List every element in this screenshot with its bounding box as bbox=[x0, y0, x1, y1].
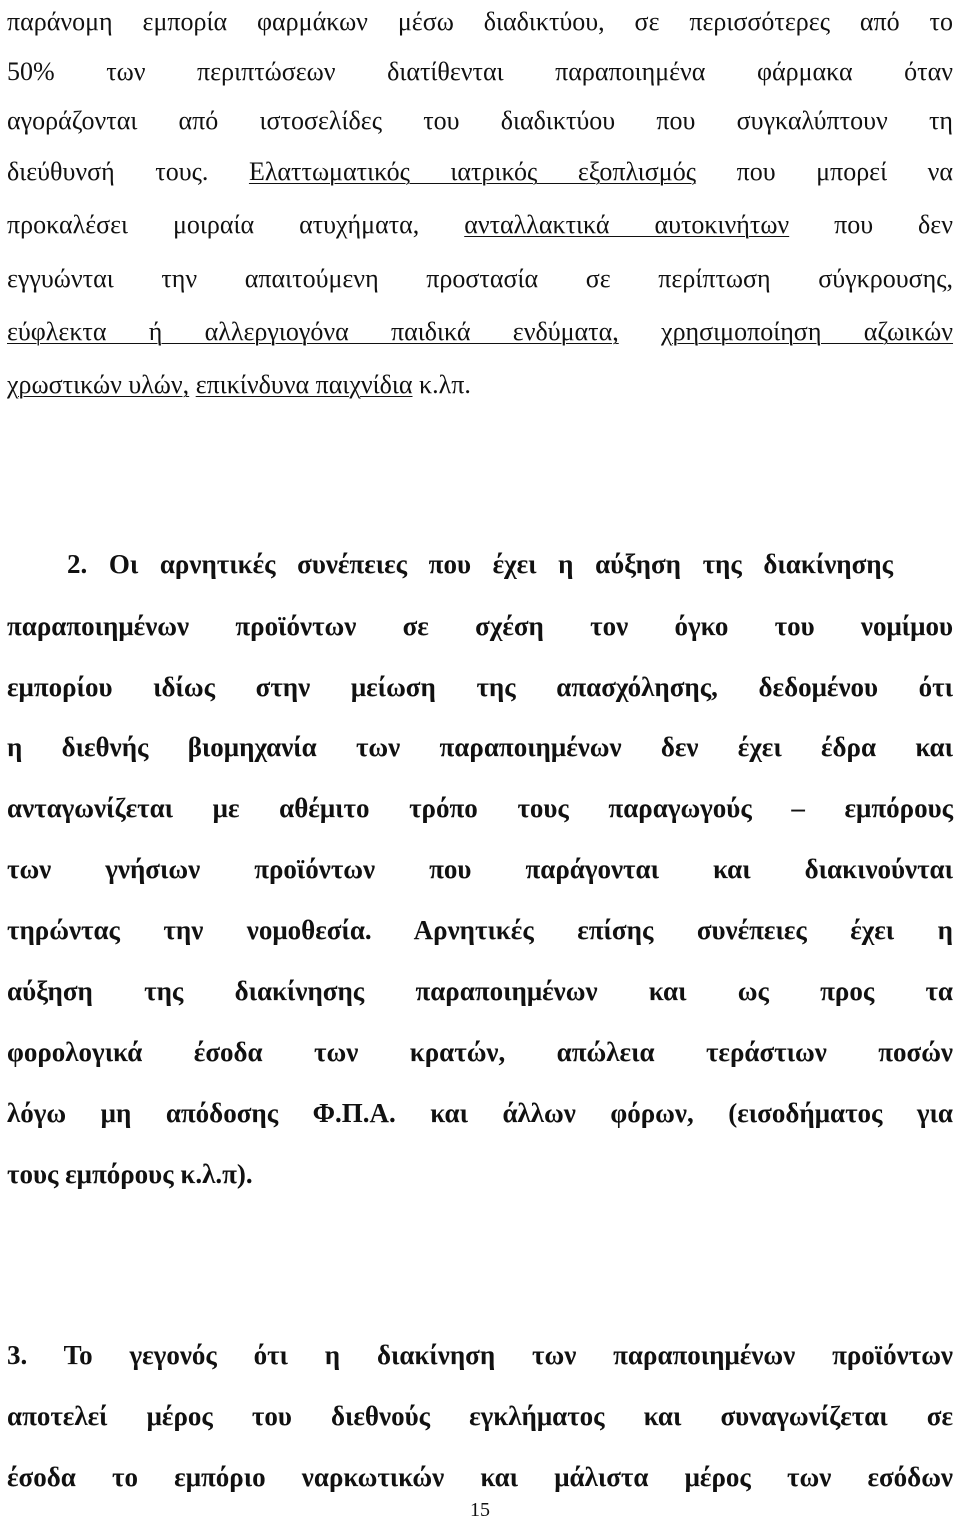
underlined-term-garments: εύφλεκτα ή αλλεργιογόνα παιδικά ενδύματα, bbox=[7, 317, 619, 346]
text-line: παραποιημένων προϊόντων σε σχέση τον όγκο του νομίμου bbox=[7, 611, 953, 641]
text-line: φορολογικά έσοδα των κρατών, απώλεια τεράστιων ποσών bbox=[7, 1037, 953, 1067]
text-span: διεύθυνσή τους. bbox=[7, 157, 209, 186]
numbered-item-2: 2. Οι αρνητικές συνέπειες που έχει η αύξηση της διακίνησης bbox=[67, 549, 893, 579]
text-line: λόγω μη απόδοσης Φ.Π.Α. και άλλων φόρων, (εισοδήματος για bbox=[7, 1098, 953, 1128]
underlined-term-medical-equipment: Ελαττωματικός ιατρικός εξοπλισμός bbox=[248, 157, 697, 186]
text-line: εγγυώνται την απαιτούμενη προστασία σε περίπτωση σύγκρουσης, bbox=[7, 264, 953, 293]
text-span: που δεν bbox=[789, 210, 953, 239]
text-span bbox=[619, 317, 661, 346]
text-line: των γνήσιων προϊόντων που παράγονται και διακινούνται bbox=[7, 854, 953, 884]
underlined-term-colorants: χρωστικών υλών, bbox=[7, 370, 190, 399]
text-line bbox=[7, 155, 953, 189]
text-line: ανταγωνίζεται με αθέμιτο τρόπο τους παραγωγούς – εμπόρους bbox=[7, 793, 953, 823]
page-number: 15 bbox=[470, 1499, 490, 1521]
text-line bbox=[7, 208, 953, 242]
numbered-item-3: 3. Το γεγονός ότι η διακίνηση των παραποιημένων προϊόντων bbox=[7, 1340, 953, 1370]
underlined-term-car-parts: ανταλλακτικά αυτοκινήτων bbox=[464, 210, 790, 239]
text-line: τους εμπόρους κ.λ.π). bbox=[7, 1159, 253, 1189]
text-span: κ.λπ. bbox=[412, 370, 471, 399]
text-line bbox=[7, 315, 953, 349]
text-line: παράνομη εμπορία φαρμάκων μέσω διαδικτύου, σε περισσότερες από το bbox=[7, 7, 953, 36]
underlined-term-toys: επικίνδυνα παιχνίδια bbox=[195, 370, 413, 399]
text-line: αύξηση της διακίνησης παραποιημένων και ως προς τα bbox=[7, 976, 953, 1006]
text-span: που μπορεί να bbox=[696, 157, 953, 186]
text-line: τηρώντας την νομοθεσία. Αρνητικές επίσης συνέπειες έχει η bbox=[7, 915, 953, 945]
text-line: έσοδα το εμπόριο ναρκωτικών και μάλιστα μέρος των εσόδων bbox=[7, 1462, 953, 1492]
underlined-term-azo-dyes: χρησιμοποίηση αζωικών bbox=[661, 317, 954, 346]
text-line: η διεθνής βιομηχανία των παραποιημένων δεν έχει έδρα και bbox=[7, 732, 953, 762]
text-line bbox=[7, 368, 953, 402]
text-line: εμπορίου ιδίως στην μείωση της απασχόλησης, δεδομένου ότι bbox=[7, 672, 953, 702]
text-line: αποτελεί μέρος του διεθνούς εγκλήματος και συναγωνίζεται σε bbox=[7, 1401, 953, 1431]
text-span: προκαλέσει μοιραία ατυχήματα, bbox=[7, 210, 465, 239]
text-line: 50% των περιπτώσεων διατίθενται παραποιημένα φάρμακα όταν bbox=[7, 57, 953, 86]
text-line: αγοράζονται από ιστοσελίδες του διαδικτύου που συγκαλύπτουν τη bbox=[7, 106, 953, 135]
